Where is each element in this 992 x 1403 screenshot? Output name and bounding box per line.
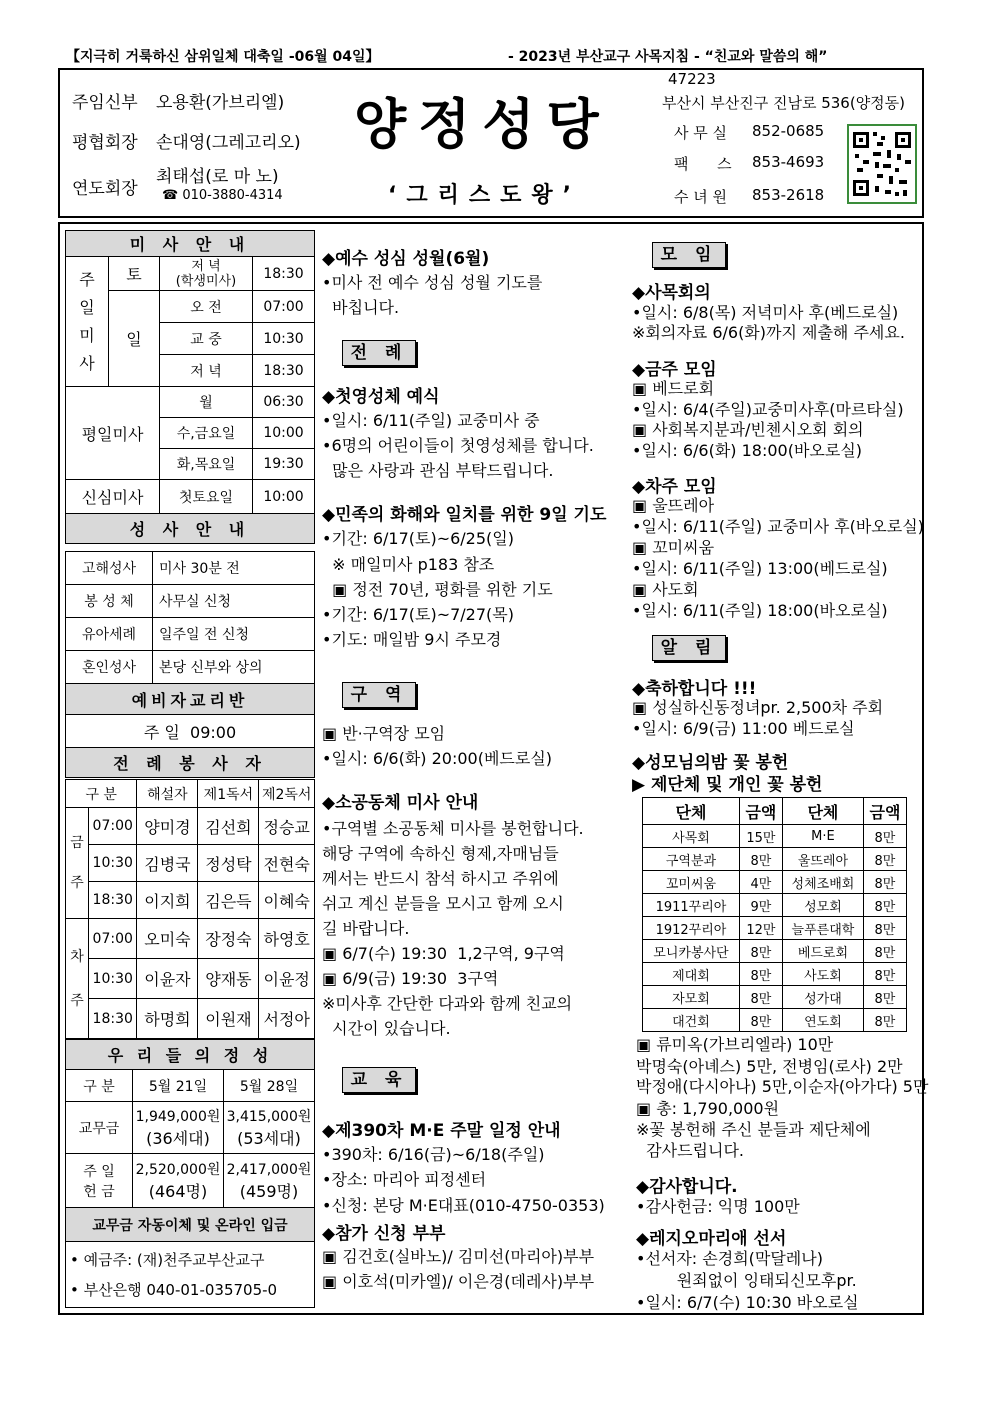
offering-cell [224, 1154, 315, 1208]
weekday-mass-name: 수,금요일 [160, 418, 253, 449]
text-line: ▣ 사도회 [632, 580, 699, 599]
server-name: 하영호 [259, 919, 315, 959]
flower-table-row [643, 1009, 907, 1032]
section-heading: ◆제390차 M·E 주말 일정 안내 [322, 1121, 561, 1141]
servers-header: 해설자 [137, 780, 198, 808]
text-line: ▣ 베드로회 [632, 379, 715, 398]
flower-table-cell: 제대회 [643, 963, 740, 986]
flower-table-cell: 8만 [739, 1009, 782, 1032]
flower-table-cell: 구역분과 [643, 848, 740, 871]
flower-table-cell: 8만 [739, 986, 782, 1009]
sun-mass-name: 교 중 [160, 323, 253, 355]
section-heading: ◆레지오마리애 선서 [636, 1229, 787, 1249]
flower-table-row [643, 848, 907, 871]
council-label: 평협회장 [72, 133, 138, 153]
flower-table-cell: 1911꾸리아 [643, 894, 740, 917]
week1-label [66, 808, 89, 919]
office-phone: 852-0685 [752, 122, 825, 140]
server-name: 김은득 [198, 882, 259, 919]
text-line: ▣ 김건호(실바노)/ 김미선(마리아)부부 [322, 1247, 595, 1266]
text-line: •기간: 6/17(토)~7/27(목) [322, 605, 514, 624]
weekday-mass-name: 월 [160, 387, 253, 418]
offering-header: 5월 28일 [224, 1070, 315, 1102]
offering-key: 교무금 [66, 1102, 133, 1154]
week1-label-text: 금 주 [70, 835, 84, 891]
sacrament-key: 유아세례 [66, 618, 153, 651]
text-line: •일시: 6/11(주일) 18:00(바오로실) [632, 601, 888, 620]
text-line: ▣ 사회복지분과/빈첸시오회 회의 [632, 420, 864, 439]
address: 부산시 부산진구 진남로 536(양정동) [662, 94, 906, 112]
servers-header: 구 분 [66, 780, 137, 808]
text-line: ▣ 정전 70년, 평화를 위한 기도 [322, 580, 553, 599]
text-line: •기도: 매일밤 9시 주모경 [322, 630, 502, 649]
weekday-mass-name: 화,목요일 [160, 449, 253, 480]
section-heading: ◆소공동체 미사 안내 [322, 793, 479, 813]
text-line: 박정애(다시아나) 5만,이순자(아가다) 5만 [636, 1077, 929, 1096]
qr-code-icon[interactable] [847, 124, 917, 204]
text-line: •일시: 6/4(주일)교중미사후(마르타실) [632, 400, 904, 419]
council-name: 손대영(그레고리오) [156, 133, 301, 153]
flower-table-row [643, 963, 907, 986]
sat-label: 토 [109, 257, 160, 291]
text-line: •일시: 6/11(주일) 13:00(베드로실) [632, 559, 888, 578]
catechism-title: 예비자교리반 [66, 684, 315, 715]
server-name: 서정아 [259, 999, 315, 1039]
flower-table-cell: 8만 [863, 825, 906, 848]
sun-mass-time: 07:00 [253, 291, 315, 323]
sun-mass-time: 10:30 [253, 323, 315, 355]
sacrament-key: 고해성사 [66, 552, 153, 585]
account-holder: • 예금주: (재)천주교부산교구 [70, 1250, 265, 1269]
fax-label: 팩 스 [674, 155, 732, 173]
weekday-mass-label: 평일미사 [66, 387, 160, 480]
fax-number: 853-4693 [752, 153, 825, 171]
text-line: •일시: 6/11(주일) 교중미사 중 [322, 411, 540, 430]
flower-table-cell: 8만 [739, 940, 782, 963]
sacrament-key: 봉 성 체 [66, 585, 153, 618]
flower-table-cell: 8만 [863, 940, 906, 963]
offering-count: (36세대) [146, 1129, 210, 1148]
text-line: 시간이 있습니다. [322, 1019, 451, 1038]
sacrament-value: 사무실 신청 [153, 585, 315, 618]
zip-code: 47223 [668, 70, 716, 88]
priest-name: 오용환(가브리엘) [156, 93, 285, 113]
text-line: ※꽃 봉헌해 주신 분들과 제단체에 [636, 1120, 871, 1139]
flower-table-cell: 1912꾸리아 [643, 917, 740, 940]
top-left-banner: 【지극히 거룩하신 삼위일체 대축일 -06월 04일】 [66, 49, 380, 65]
offering-title: 우 리 들 의 정 성 [66, 1040, 315, 1070]
sacrament-value: 미사 30분 전 [153, 552, 315, 585]
sacrament-table [65, 551, 315, 778]
church-title: 양정성당 [354, 92, 611, 156]
offering-key: 주 일 헌 금 [66, 1154, 133, 1208]
sun-mass-name: 저 녁 [160, 355, 253, 387]
offering-cell [133, 1154, 224, 1208]
offering-count: (53세대) [237, 1129, 301, 1148]
week2-label [66, 919, 89, 1039]
sunday-mass-label-text: 주 일 미 사 [79, 269, 95, 373]
flower-table-row [643, 894, 907, 917]
offering-amount: 2,417,000원 [226, 1162, 312, 1178]
server-time: 07:00 [89, 919, 137, 959]
sacrament-section-title: 성 사 안 내 [66, 514, 315, 544]
section-heading: ◆금주 모임 [632, 360, 717, 380]
offering-cell [224, 1102, 315, 1154]
section-heading: ◆축하합니다 !!! [632, 679, 757, 699]
text-line: ※회의자료 6/6(화)까지 제출해 주세요. [632, 323, 905, 342]
text-line: ▣ 반·구역장 모임 [322, 724, 446, 743]
section-heading: ◆참가 신청 부부 [322, 1224, 446, 1244]
flower-table-cell: 4만 [739, 871, 782, 894]
server-name: 이혜숙 [259, 882, 315, 919]
flower-table-cell: 울뜨레아 [782, 848, 863, 871]
text-line: ▣ 총: 1,790,000원 [636, 1099, 780, 1118]
section-heading: ◆첫영성체 예식 [322, 387, 440, 407]
sat-mass-name: 저 녁 (학생미사) [160, 257, 253, 291]
text-line: ※미사후 간단한 다과와 함께 친교의 [322, 994, 573, 1013]
offering-count: (459명) [239, 1182, 299, 1201]
server-time: 10:30 [89, 959, 137, 999]
text-line: •미사 전 예수 성심 성월 기도를 [322, 273, 543, 292]
server-name: 양재동 [198, 959, 259, 999]
flower-table-header: 금액 [739, 798, 782, 825]
flower-table-cell: 8만 [739, 848, 782, 871]
sat-mass-time: 18:30 [253, 257, 315, 291]
section-heading: ◆예수 성심 성월(6월) [322, 249, 490, 269]
text-line: 길 바랍니다. [322, 919, 410, 938]
server-name: 장정숙 [198, 919, 259, 959]
offering-count: (464명) [148, 1182, 208, 1201]
flower-table-row [643, 825, 907, 848]
text-line: 께서는 반드시 참석 하시고 주위에 [322, 869, 559, 888]
text-line: •일시: 6/7(수) 10:30 바오로실 [636, 1293, 859, 1312]
flower-table-cell: 늘푸른대학 [782, 917, 863, 940]
offering-amount: 3,415,000원 [226, 1109, 312, 1125]
flower-table-cell: 8만 [863, 963, 906, 986]
flower-table-row [643, 871, 907, 894]
servers-header: 제2독서 [259, 780, 315, 808]
text-line: ▣ 6/7(수) 19:30 1,2구역, 9구역 [322, 944, 565, 963]
flower-table-cell: 8만 [863, 871, 906, 894]
server-time: 18:30 [89, 882, 137, 919]
text-line: ▣ 6/9(금) 19:30 3구역 [322, 969, 499, 988]
text-line: •일시: 6/6(화) 20:00(베드로실) [322, 749, 553, 768]
flower-table-cell: 15만 [739, 825, 782, 848]
weekday-mass-time: 10:00 [253, 418, 315, 449]
section-label-box: 구 역 [342, 682, 416, 708]
sacrament-value: 본당 신부와 상의 [153, 651, 315, 684]
youth-label: 연도회장 [72, 179, 138, 199]
sun-mass-name: 오 전 [160, 291, 253, 323]
text-line: 박명숙(아녜스) 5만, 전병임(로사) 2만 [636, 1057, 903, 1076]
convent-phone: 853-2618 [752, 186, 825, 204]
offering-header: 5월 21일 [133, 1070, 224, 1102]
section-heading: ◆차주 모임 [632, 477, 717, 497]
server-name: 김선희 [198, 808, 259, 845]
text-line: •6명의 어린이들이 첫영성체를 합니다. [322, 436, 594, 455]
text-line: 많은 사랑과 관심 부탁드립니다. [322, 461, 554, 480]
server-name: 전현숙 [259, 845, 315, 882]
text-line: ▣ 성실하신동정녀pr. 2,500차 주회 [632, 698, 884, 717]
servers-header: 제1독서 [198, 780, 259, 808]
section-heading: ◆감사합니다. [636, 1177, 738, 1197]
flower-table-cell: 모니카봉사단 [643, 940, 740, 963]
sunday-mass-label [66, 257, 109, 387]
section-heading: ▶ 제단체 및 개인 꽃 봉헌 [632, 775, 823, 795]
text-line: •구역별 소공동체 미사를 봉헌합니다. [322, 819, 584, 838]
server-time: 10:30 [89, 845, 137, 882]
text-line: ▣ 류미옥(가브리엘라) 10만 [636, 1035, 834, 1054]
bank-account: • 부산은행 040-01-035705-0 [70, 1280, 278, 1299]
text-line: •일시: 6/6(화) 18:00(바오로실) [632, 441, 863, 460]
flower-table-cell: 12만 [739, 917, 782, 940]
offering-table [65, 1039, 315, 1308]
offering-amount: 2,520,000원 [135, 1162, 221, 1178]
servers-table [65, 779, 315, 1039]
servers-title: 전 례 봉 사 자 [66, 748, 315, 778]
flower-table-cell: 성모회 [782, 894, 863, 917]
flower-table-cell: 8만 [863, 1009, 906, 1032]
server-name: 양미경 [137, 808, 198, 845]
section-heading: ◆사목회의 [632, 283, 711, 303]
server-name: 김병국 [137, 845, 198, 882]
text-line: 바칩니다. [322, 298, 400, 317]
section-label-box: 모 임 [652, 242, 726, 268]
devotional-mass-name: 첫토요일 [160, 480, 253, 514]
section-label-box: 알 림 [652, 635, 726, 661]
week2-label-text: 차 주 [70, 948, 84, 1009]
convent-label: 수 녀 원 [674, 188, 728, 206]
flower-table-cell: 8만 [863, 986, 906, 1009]
section-label-box: 전 례 [342, 340, 416, 366]
weekday-mass-time: 06:30 [253, 387, 315, 418]
server-name: 이지희 [137, 882, 198, 919]
flower-table-cell: M·E [782, 825, 863, 848]
section-heading: ◆성모님의밤 꽃 봉헌 [632, 753, 789, 773]
flower-table-cell: 대건회 [643, 1009, 740, 1032]
auto-transfer-title: 교무금 자동이체 및 온라인 입금 [66, 1208, 315, 1242]
server-name: 이윤정 [259, 959, 315, 999]
catechism-time: 주 일 09:00 [66, 715, 315, 748]
top-right-banner: - 2023년 부산교구 사목지침 - “친교와 말씀의 해” [508, 49, 828, 65]
server-time: 18:30 [89, 999, 137, 1039]
text-line: •기간: 6/17(토)~6/25(일) [322, 529, 514, 548]
server-name: 정승교 [259, 808, 315, 845]
sun-label: 일 [109, 291, 160, 387]
office-label: 사 무 실 [674, 124, 728, 142]
sacrament-value: 일주일 전 신청 [153, 618, 315, 651]
devotional-mass-time: 10:00 [253, 480, 315, 514]
text-line: •선서자: 손경희(막달레나) [636, 1249, 823, 1268]
flower-table-row [643, 940, 907, 963]
devotional-mass-label: 신심미사 [66, 480, 160, 514]
church-subtitle: ‘그리스도왕’ [388, 183, 581, 208]
text-line: •장소: 마리아 피정센터 [322, 1170, 487, 1189]
text-line: •일시: 6/9(금) 11:00 베드로실 [632, 719, 855, 738]
flower-table-row [643, 986, 907, 1009]
flower-table-cell: 꼬미씨움 [643, 871, 740, 894]
server-name: 이윤자 [137, 959, 198, 999]
text-line: 감사드립니다. [636, 1141, 744, 1160]
text-line: 쉬고 계신 분들을 모시고 함께 오시 [322, 894, 564, 913]
flower-offering-table [642, 797, 907, 1032]
flower-table-cell: 8만 [863, 917, 906, 940]
flower-table-cell: 8만 [863, 848, 906, 871]
text-line: •일시: 6/8(목) 저녁미사 후(베드로실) [632, 303, 899, 322]
flower-table-header: 금액 [863, 798, 906, 825]
left-info-table [65, 230, 315, 544]
youth-name: 최태섭(로 마 노) [156, 167, 279, 187]
priest-label: 주임신부 [72, 93, 138, 113]
flower-table-cell: 성체조배회 [782, 871, 863, 894]
text-line: 해당 구역에 속하신 형제,자매님들 [322, 844, 559, 863]
flower-table-cell: 사목회 [643, 825, 740, 848]
section-label-box: 교 육 [342, 1067, 416, 1093]
offering-cell [133, 1102, 224, 1154]
text-line: ※ 매일미사 p183 참조 [322, 555, 495, 574]
section-heading: ◆민족의 화해와 일치를 위한 9일 기도 [322, 505, 607, 525]
bank-info [66, 1242, 315, 1308]
text-line: ▣ 꼬미씨움 [632, 538, 715, 557]
server-time: 07:00 [89, 808, 137, 845]
flower-table-cell: 베드로회 [782, 940, 863, 963]
flower-table-cell: 8만 [863, 894, 906, 917]
flower-table-cell: 성가대 [782, 986, 863, 1009]
flower-table-cell: 자모회 [643, 986, 740, 1009]
server-name: 정성탁 [198, 845, 259, 882]
server-name: 이원재 [198, 999, 259, 1039]
text-line: •신청: 본당 M·E대표(010-4750-0353) [322, 1196, 605, 1215]
flower-table-cell: 9만 [739, 894, 782, 917]
weekday-mass-time: 19:30 [253, 449, 315, 480]
flower-table-cell: 8만 [739, 963, 782, 986]
server-name: 하명희 [137, 999, 198, 1039]
flower-table-cell: 연도회 [782, 1009, 863, 1032]
mass-section-title: 미 사 안 내 [66, 231, 315, 257]
sun-mass-time: 18:30 [253, 355, 315, 387]
offering-amount: 1,949,000원 [135, 1109, 221, 1125]
text-line: ▣ 울뜨레아 [632, 496, 715, 515]
text-line: •390차: 6/16(금)~6/18(주일) [322, 1145, 545, 1164]
flower-table-header: 단체 [782, 798, 863, 825]
text-line: ▣ 이호석(미카엘)/ 이은경(데레사)부부 [322, 1272, 595, 1291]
youth-phone: ☎ 010-3880-4314 [162, 188, 283, 203]
text-line: 원죄없이 잉태되신모후pr. [636, 1271, 857, 1290]
text-line: •감사헌금: 익명 100만 [636, 1197, 800, 1216]
flower-table-cell: 사도회 [782, 963, 863, 986]
offering-header: 구 분 [66, 1070, 133, 1102]
sacrament-key: 혼인성사 [66, 651, 153, 684]
flower-table-header: 단체 [643, 798, 740, 825]
flower-table-row [643, 917, 907, 940]
server-name: 오미숙 [137, 919, 198, 959]
text-line: •일시: 6/11(주일) 교중미사 후(바오로실) [632, 517, 924, 536]
